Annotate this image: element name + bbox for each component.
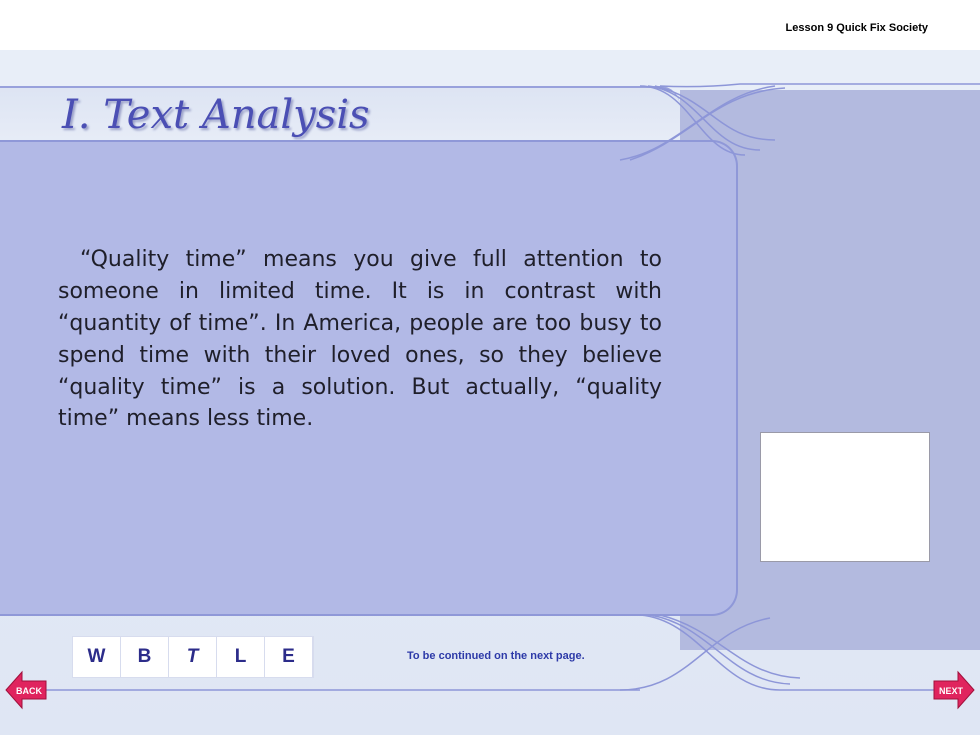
- page-title: I. Text Analysis: [62, 92, 370, 138]
- tab-w[interactable]: W: [73, 637, 121, 677]
- next-button-label: NEXT: [938, 686, 964, 696]
- tab-t[interactable]: T: [169, 637, 217, 677]
- back-button[interactable]: [4, 668, 48, 712]
- back-button-label: BACK: [16, 686, 42, 696]
- continued-note: To be continued on the next page.: [407, 650, 585, 662]
- lesson-label: Lesson 9 Quick Fix Society: [785, 22, 928, 34]
- image-placeholder: [760, 432, 930, 562]
- body-paragraph: “Quality time” means you give full attention to someone in limited time. It is in contrast with “quantity of time”. In America, people are too busy to spend time with their loved ones, so they believe “quality time” is a solution. But actually, “quality time” means less time.: [58, 247, 662, 432]
- tab-e[interactable]: E: [265, 637, 313, 677]
- next-button[interactable]: [932, 668, 976, 712]
- nav-tabs: [72, 636, 314, 678]
- tab-l[interactable]: L: [217, 637, 265, 677]
- tab-b[interactable]: B: [121, 637, 169, 677]
